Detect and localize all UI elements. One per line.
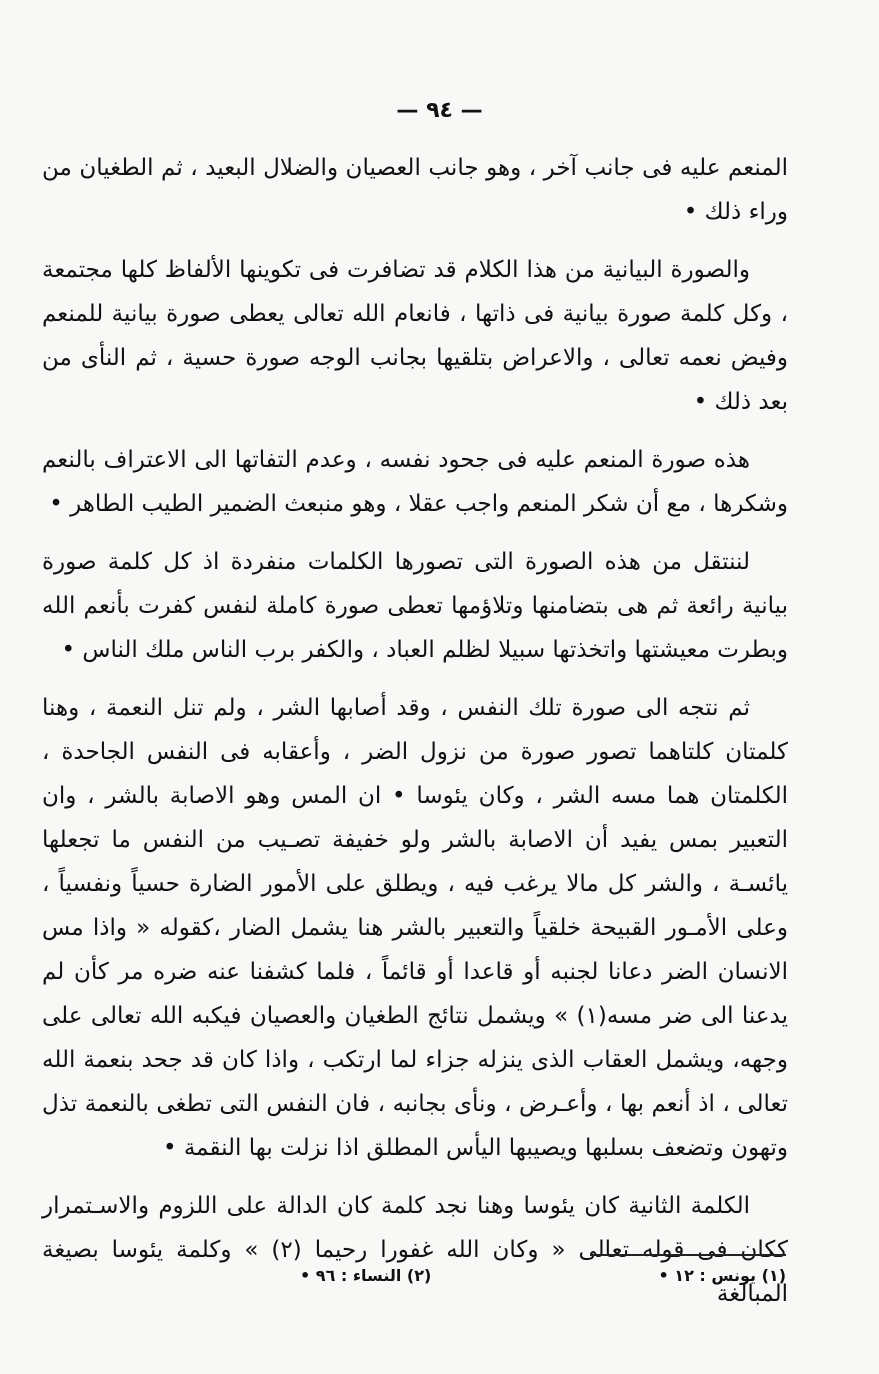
footnotes [300, 1266, 786, 1285]
paragraph: لننتقل من هذه الصورة التى تصورها الكلمات منفردة اذ كل كلمة صورة بيانية رائعة ثم هى بتضامنها وتلاؤمها تعطى صورة كاملة لنفس كفرت بأنعم الله وبطرت معيشتها واتخذتها سبيلا لظلم العباد ، والكفر برب الناس ملك الناس • [42, 549, 788, 663]
footnote-2: (٢) النساء : ٩٦ • [300, 1266, 432, 1285]
footnote-1: (١) يونس : ١٢ • [658, 1266, 786, 1285]
paragraph: هذه صورة المنعم عليه فى جحود نفسه ، وعدم التفاتها الى الاعتراف بالنعم وشكرها ، مع أن شكر المنعم واجب عقلا ، وهو منبعث الضمير الطيب الطاهر • [42, 447, 788, 517]
footnote-divider [590, 1254, 786, 1256]
paragraph: الكلمة الثانية كان يئوسا وهنا نجد كلمة كان الدالة على اللزوم والاسـتمرار ككان فى قوله تعالى « وكان الله غفورا رحيما (٢) » وكلمة يئوسا بصيغة المبالغة [42, 1193, 788, 1307]
paragraph: والصورة البيانية من هذا الكلام قد تضافرت فى تكوينها الألفاظ كلها مجتمعة ، وكل كلمة صورة بيانية فى ذاتها ، فانعام الله تعالى يعطى صورة بيانية للمنعم وفيض نعمه تعالى ، والاعراض بتلقيها بجانب الوجه صورة حسية ، ثم النأى من بعد ذلك • [42, 257, 788, 415]
paragraph-continuation: المنعم عليه فى جانب آخر ، وهو جانب العصيان والضلال البعيد ، ثم الطغيان من وراء ذلك • [42, 155, 788, 225]
page-number: — ٩٤ — [396, 98, 483, 123]
body-text [42, 146, 788, 1330]
paragraph: ثم نتجه الى صورة تلك النفس ، وقد أصابها الشر ، ولم تنل النعمة ، وهنا كلمتان كلتاهما تصور صورة من نزول الضر ، وأعقابه فى النفس الجاحدة ، الكلمتان هما مسه الشر ، وكان يئوسا • ان المس وهو الاصابة بالشر ، وان التعبير بمس يفيد أن الاصابة بالشر ولو خفيفة تصـيب من النفس ما تجعلها يائسـة ، والشر كل مالا يرغب فيه ، ويطلق على الأمور الضارة حسياً ونفسياً ، وعلى الأمـور القبيحة خلقياً والتعبير بالشر هنا يشمل الضار ،كقوله « واذا مس الانسان الضر دعانا لجنبه أو قاعدا أو قائماً ، فلما كشفنا عنه ضره مر كأن لم يدعنا الى ضر مسه(١) » ويشمل نتائج الطغيان والعصيان فيكبه الله تعالى على وجهه، ويشمل العقاب الذى ينزله جزاء لما ارتكب ، واذا كان قد جحد بنعمة الله تعالى ، اذ أنعم بها ، وأعـرض ، ونأى بجانبه ، فان النفس التى تطغى بالنعمة تذل وتهون وتضعف بسلبها ويصيبها اليأس المطلق اذا نزلت بها النقمة • [42, 695, 788, 1161]
